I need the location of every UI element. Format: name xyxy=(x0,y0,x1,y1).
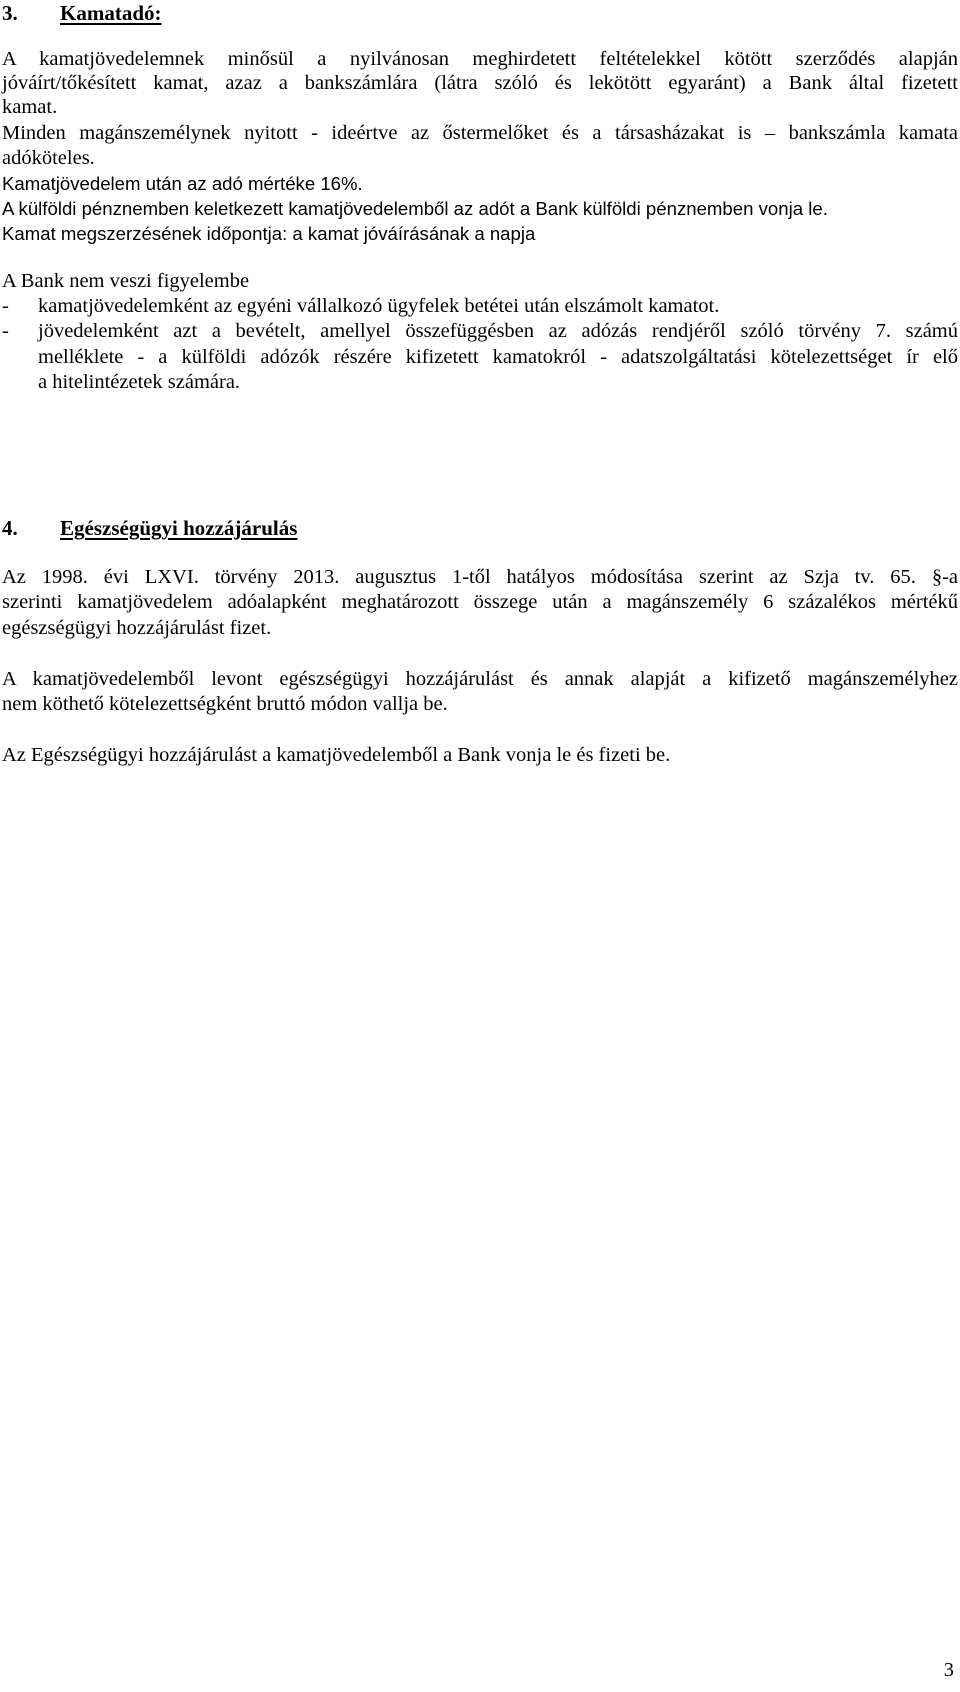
bullet-2-line-3: a hitelintézetek számára. xyxy=(38,371,241,393)
section-4-paragraph-1-line-1: Az 1998. évi LXVI. törvény 2013. augusztus 1-től hatályos módosítása szerint az Szja tv. 65. §-a xyxy=(2,566,958,588)
section-3-paragraph-1-line-3: kamat. xyxy=(2,96,58,118)
section-3-paragraph-2-line-1: Minden magánszemélynek nyitott - ideértve az őstermelőket és a társasházakat is – bankszámla kamata xyxy=(2,122,958,144)
bullet-1-dash: - xyxy=(2,295,9,317)
bullet-1-text: kamatjövedelemként az egyéni vállalkozó ügyfelek betétei után elszámolt kamatot. xyxy=(38,295,720,317)
section-3-paragraph-2-line-2: adóköteles. xyxy=(2,147,95,169)
foreign-currency-line: A külföldi pénznemben keletkezett kamatjövedelemből az adót a Bank külföldi pénznemben vonja le. xyxy=(2,198,828,219)
section-3-number: 3. xyxy=(2,1,18,25)
section-4-paragraph-1-line-3: egészségügyi hozzájárulást fizet. xyxy=(2,617,272,639)
section-3-heading xyxy=(2,0,162,27)
section-4-paragraph-2-line-2: nem köthető kötelezettségként bruttó módon vallja be. xyxy=(2,693,448,715)
bullet-2-line-2: melléklete - a külföldi adózók részére kifizetett kamatokról - adatszolgáltatási kötelezettséget ír elő xyxy=(38,346,958,368)
section-4-paragraph-2-line-1: A kamatjövedelemből levont egészségügyi hozzájárulást és annak alapját a kifizető magánszemélyhez xyxy=(2,668,958,690)
section-3-paragraph-1-line-1: A kamatjövedelemnek minősül a nyilvánosan meghirdetett feltételekkel kötött szerződés alapján xyxy=(2,48,958,70)
section-4-heading xyxy=(2,514,297,542)
section-4-paragraph-1-line-2: szerinti kamatjövedelem adóalapként meghatározott összege után a magánszemély 6 százalékos mértékű xyxy=(2,591,958,613)
bullet-2-line-1: jövedelemként azt a bevételt, amellyel összefüggésben az adózás rendjéről szóló törvény 7. számú xyxy=(38,320,958,342)
acquisition-date-line: Kamat megszerzésének időpontja: a kamat jóváírásának a napja xyxy=(2,223,536,244)
section-4-paragraph-3: Az Egészségügyi hozzájárulást a kamatjövedelemből a Bank vonja le és fizeti be. xyxy=(2,744,671,766)
bullet-2-dash: - xyxy=(2,320,9,342)
section-3-title: Kamatadó: xyxy=(60,1,162,25)
page-number: 3 xyxy=(943,1659,954,1681)
not-considered-intro: A Bank nem veszi figyelembe xyxy=(2,270,250,292)
section-3-paragraph-1-line-2: jóváírt/tőkésített kamat, azaz a bankszámlára (látra szóló és lekötött egyaránt) a Bank által fizetett xyxy=(2,72,958,94)
section-4-number: 4. xyxy=(2,516,18,540)
tax-rate-line: Kamatjövedelem után az adó mértéke 16%. xyxy=(2,173,363,194)
section-4-title: Egészségügyi hozzájárulás xyxy=(60,516,298,540)
